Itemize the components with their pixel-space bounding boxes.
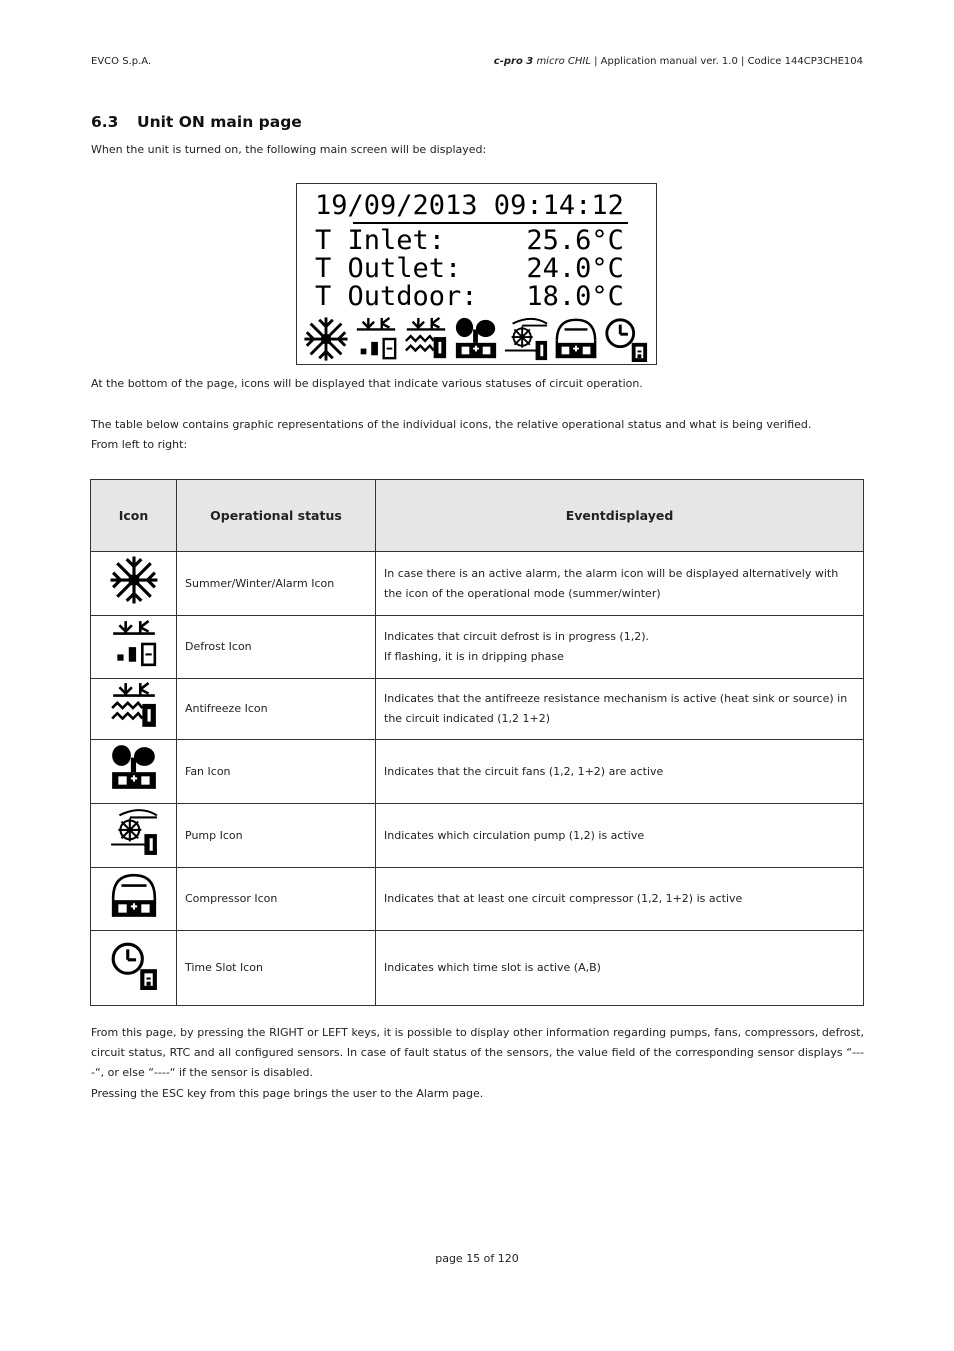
table-intro-1: The table below contains graphic representations of the individual icons, the relative operational status and what is being verified. [91, 418, 812, 431]
after-table-text: From this page, by pressing the RIGHT or LEFT keys, it is possible to display other information regarding pumps, fans, compressors, defrost, circuit status, RTC and all configured sensors. In case of fault status of the sensors, the value field of the corresponding sensor displays “----“, or else “----“ if the sensor is disabled. [91, 1026, 864, 1079]
table-row [91, 931, 864, 1006]
esc-key-text: Pressing the ESC key from this page brings the user to the Alarm page. [91, 1087, 484, 1100]
table-intro-2: From left to right: [91, 438, 188, 451]
col-header-icon: Icon [91, 480, 177, 552]
table-row [91, 868, 864, 931]
icon-cell [91, 616, 177, 679]
event-cell: Indicates that the circuit fans (1,2, 1+2) are active [376, 740, 864, 804]
table-row [91, 804, 864, 868]
icon-cell [91, 552, 177, 616]
icon-table [90, 479, 864, 1006]
antifreeze-icon [403, 316, 449, 362]
table-row [91, 616, 864, 679]
event-cell: Indicates that the antifreeze resistance mechanism is active (heat sink or source) in the circuit indicated (1,2 1+2) [376, 679, 864, 740]
icon-cell [91, 931, 177, 1006]
icon-cell [91, 740, 177, 804]
event-cell: In case there is an active alarm, the alarm icon will be displayed alternatively with the icon of the operational mode (summer/winter) [376, 552, 864, 616]
icon-cell [91, 804, 177, 868]
status-cell: Time Slot Icon [177, 931, 376, 1006]
status-cell: Pump Icon [177, 804, 376, 868]
icon-cell [91, 868, 177, 931]
fan-icon [109, 743, 159, 793]
icons-note: At the bottom of the page, icons will be displayed that indicate various statuses of circuit operation. [91, 377, 643, 390]
table-row [91, 552, 864, 616]
lcd-datetime: 19/09/2013 09:14:12 [315, 190, 624, 221]
header-document-info [494, 56, 863, 67]
pump-icon [109, 807, 159, 857]
status-cell: Fan Icon [177, 740, 376, 804]
header-product-italic: micro CHIL [533, 56, 591, 67]
status-cell: Defrost Icon [177, 616, 376, 679]
section-heading [91, 113, 302, 131]
defrost-icon [353, 316, 399, 362]
compressor-icon [109, 871, 159, 921]
status-cell: Antifreeze Icon [177, 679, 376, 740]
section-number: 6.3 [91, 113, 119, 131]
event-cell: Indicates which time slot is active (A,B) [376, 931, 864, 1006]
table-header-row [91, 480, 864, 552]
col-header-status: Operational status [177, 480, 376, 552]
icon-cell [91, 679, 177, 740]
page-number: page 15 of 120 [435, 1252, 519, 1265]
lcd-row-inlet: T Inlet: 25.6°C [315, 225, 624, 256]
pump-icon [503, 316, 549, 362]
lcd-row-outlet: T Outlet: 24.0°C [315, 253, 624, 284]
event-cell: Indicates which circulation pump (1,2) is active [376, 804, 864, 868]
lcd-screen [296, 183, 657, 365]
event-cell: Indicates that circuit defrost is in progress (1,2). If flashing, it is in dripping phase [376, 616, 864, 679]
col-header-event: Eventdisplayed [376, 480, 864, 552]
table-row [91, 679, 864, 740]
compressor-icon [553, 316, 599, 362]
header-company: EVCO S.p.A. [91, 56, 152, 67]
snowflake-icon [109, 555, 159, 605]
event-cell: Indicates that at least one circuit compressor (1,2, 1+2) is active [376, 868, 864, 931]
table-row [91, 740, 864, 804]
defrost-icon [109, 619, 159, 669]
header-manual-info: | Application manual ver. 1.0 | Codice 144CP3CHE104 [590, 56, 863, 67]
snowflake-icon [303, 316, 349, 362]
status-cell: Summer/Winter/Alarm Icon [177, 552, 376, 616]
clock-icon [109, 940, 159, 990]
fan-icon [453, 316, 499, 362]
clock-icon [603, 316, 649, 362]
section-title: Unit ON main page [137, 113, 302, 131]
status-cell: Compressor Icon [177, 868, 376, 931]
lcd-underline [353, 222, 628, 224]
header-product-bold: c-pro 3 [493, 56, 534, 67]
intro-text: When the unit is turned on, the following main screen will be displayed: [91, 143, 487, 156]
antifreeze-icon [109, 681, 159, 731]
lcd-row-outdoor: T Outdoor: 18.0°C [315, 281, 624, 312]
